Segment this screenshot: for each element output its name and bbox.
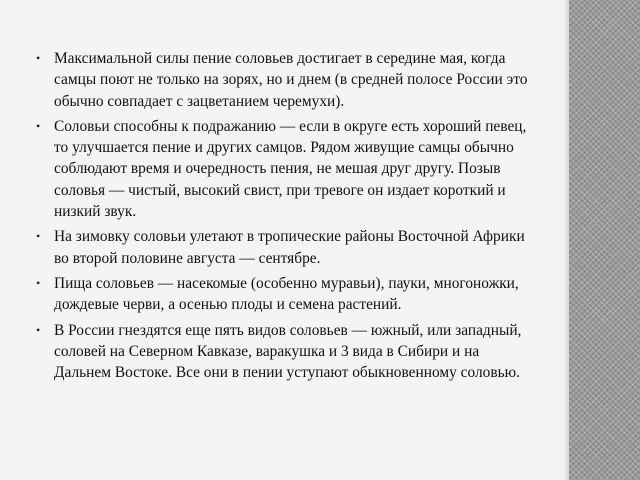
decorative-side-panel [569,0,640,480]
bullet-text: На зимовку соловьи улетают в тропические районы Восточной Африки во второй половине августа — сентябре. [54,228,525,267]
bullet-item [36,48,536,112]
bullet-item [36,116,536,222]
bullet-item [36,273,536,316]
bullet-icon: • [36,51,41,65]
bullet-icon: • [36,275,41,290]
bullet-icon: • [36,229,41,244]
bullet-text: Максимальной силы пение соловьев достигает в середине мая, когда самцы поют не только на зорях, но и днем (в средней полосе России это обычно совпадает с зацветанием черемухи). [54,50,528,110]
bullet-text: Пища соловьев — насекомые (особенно муравьи), пауки, многоножки, дождевые черви, а осенью плоды и семена растений. [54,274,519,314]
bullet-icon: • [36,118,41,133]
bullet-text: Соловьи способны к подражанию — если в округе есть хороший певец, то улучшается пение и других самцов. Рядом живущие самцы обычно соблюдают время и очередность пения, не мешая друг другу. Позыв соловья — чистый, высокий свист, при тревоге он издает короткий и низкий звук. [54,117,527,221]
bullet-list [36,48,536,387]
bullet-icon: • [36,322,41,337]
bullet-item [36,226,536,269]
bullet-text: В России гнездятся еще пять видов соловьев — южный, или западный, соловей на Северном Кавказе, варакушка и 3 вида в Сибири и на Дальнем Востоке. Все они в пении уступают обыкновенному соловью. [54,321,522,382]
bullet-item [36,320,536,384]
